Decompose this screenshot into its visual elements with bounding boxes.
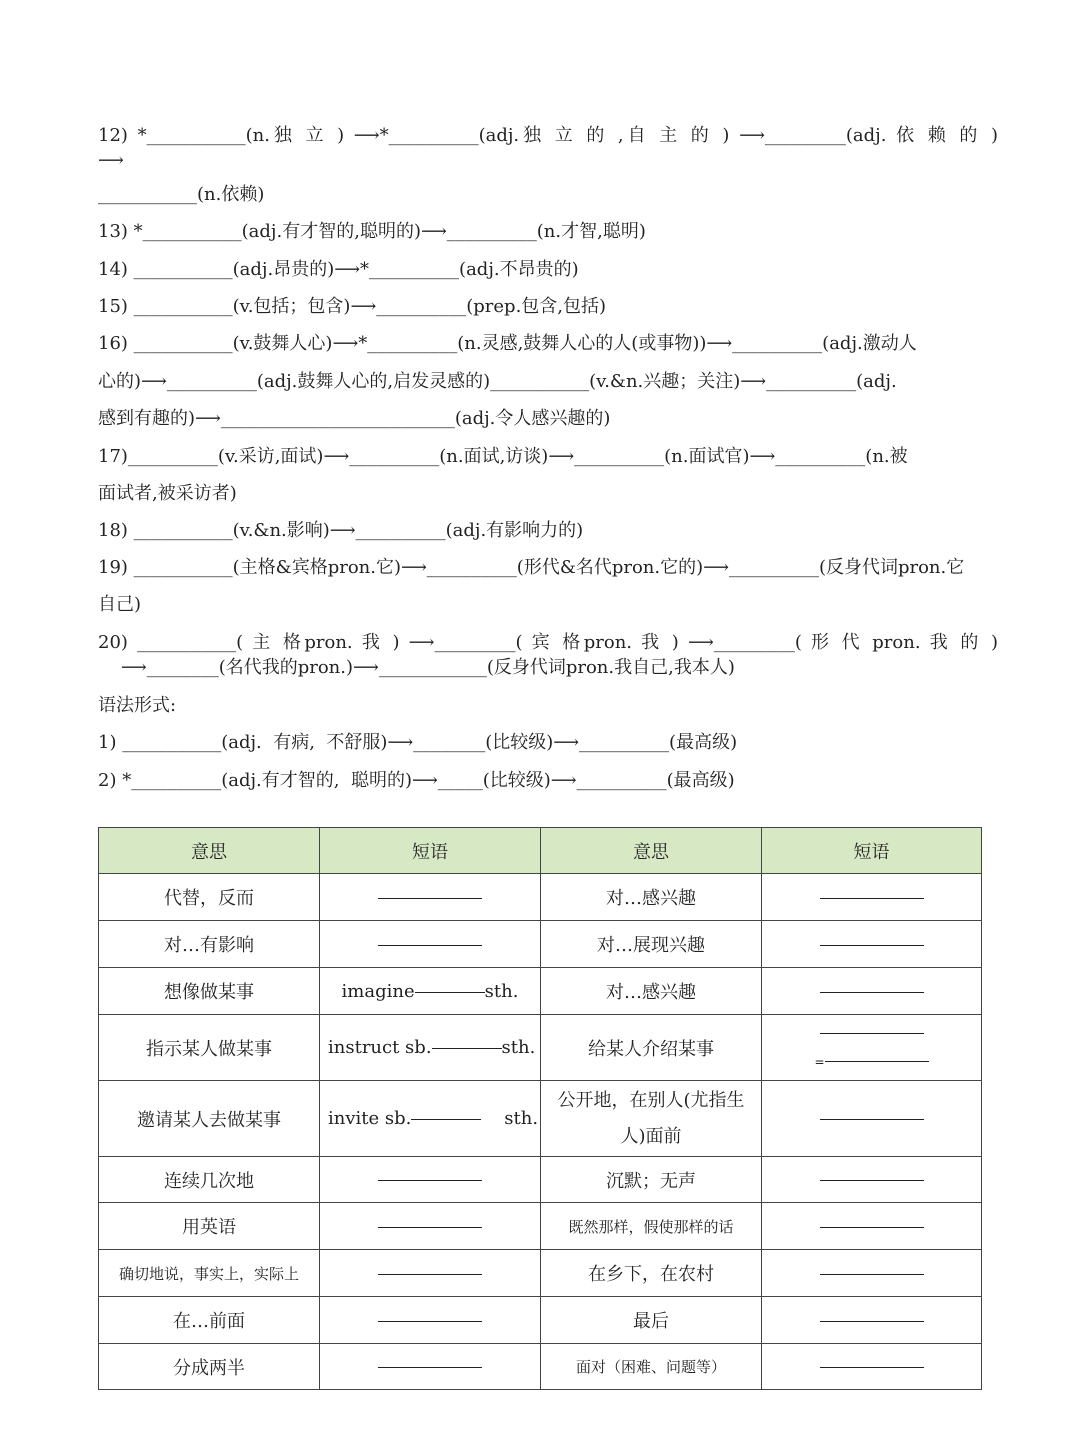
table-row xyxy=(99,1157,982,1203)
exercise-line: ⟶ xyxy=(98,150,124,171)
header-meaning-1: 意思 xyxy=(99,828,320,874)
answer-blank[interactable] xyxy=(378,1320,482,1322)
answer-blank[interactable] xyxy=(378,944,482,946)
exercise-line: 自己) xyxy=(98,594,142,615)
phrase-cell xyxy=(320,1015,541,1081)
exercise-line: 心的)⟶__________(adj.鼓舞人心的,启发灵感的)___________(v.&n.兴趣；关注)⟶__________(adj. xyxy=(98,371,897,392)
answer-blank[interactable] xyxy=(820,991,924,993)
table-row xyxy=(99,1344,982,1390)
meaning-cell: 在乡下，在农村 xyxy=(541,1250,762,1297)
exercise-line: 1) ___________(adj. 有病, 不舒服)⟶________(比较级)⟶__________(最高级) xyxy=(98,732,738,753)
meaning-cell: 邀请某人去做某事 xyxy=(99,1081,320,1157)
answer-blank[interactable] xyxy=(820,1320,924,1322)
phrase-suffix: sth. xyxy=(484,980,519,1002)
phrase-answer-cell xyxy=(762,968,982,1015)
table-header-row xyxy=(99,828,982,874)
answer-blank[interactable] xyxy=(820,944,924,946)
exercise-line: 18) ___________(v.&n.影响)⟶__________(adj.有影响力的) xyxy=(98,520,584,541)
equals-sign: = xyxy=(814,1055,825,1069)
phrase-cell xyxy=(320,1297,541,1344)
phrase-cell xyxy=(320,874,541,921)
phrase-cell xyxy=(320,1081,541,1157)
phrase-answer-cell xyxy=(762,921,982,968)
meaning-cell: 给某人介绍某事 xyxy=(541,1015,762,1081)
exercise-line: ⟶________(名代我的pron.)⟶____________(反身代词pron.我自己,我本人) xyxy=(98,657,735,678)
answer-blank[interactable] xyxy=(820,1226,924,1228)
exercise-line: 16) ___________(v.鼓舞人心)⟶*__________(n.灵感,鼓舞人心的人(或事物))⟶__________(adj.激动人 xyxy=(98,333,917,354)
exercise-line: 15) ___________(v.包括；包含)⟶__________(prep.包含,包括) xyxy=(98,296,607,317)
meaning-cell: 最后 xyxy=(541,1297,762,1344)
meaning-cell: 对…展现兴趣 xyxy=(541,921,762,968)
answer-blank[interactable] xyxy=(820,1032,924,1034)
phrase-answer-cell xyxy=(762,1081,982,1157)
table-row xyxy=(99,1015,982,1081)
exercise-line: 17)__________(v.采访,面试)⟶__________(n.面试,访谈)⟶__________(n.面试官)⟶__________(n.被 xyxy=(98,446,908,467)
exercise-line: 14) ___________(adj.昂贵的)⟶*__________(adj.不昂贵的) xyxy=(98,259,579,280)
exercise-line: 19) ___________(主格&宾格pron.它)⟶__________(形代&名代pron.它的)⟶__________(反身代词pron.它 xyxy=(98,557,965,578)
phrase-cell xyxy=(320,1344,541,1390)
answer-blank[interactable] xyxy=(378,1226,482,1228)
meaning-cell: 对…感兴趣 xyxy=(541,968,762,1015)
phrase-answer-cell xyxy=(762,1157,982,1203)
meaning-cell: 在…前面 xyxy=(99,1297,320,1344)
exercise-line: 12) *___________(n.独 立 ) ⟶*__________(adj.独 立 的 ,自 主 的 ) ⟶_________(adj. 依 赖 的 ) xyxy=(98,125,998,146)
phrase-cell xyxy=(320,968,541,1015)
meaning-cell: 分成两半 xyxy=(99,1344,320,1390)
phrase-table xyxy=(98,827,982,1390)
phrase-cell xyxy=(320,921,541,968)
answer-blank[interactable] xyxy=(820,1118,924,1120)
meaning-cell: 连续几次地 xyxy=(99,1157,320,1203)
header-phrase-2: 短语 xyxy=(762,828,982,874)
phrase-suffix: sth. xyxy=(501,1037,536,1058)
phrase-answer-cell xyxy=(762,874,982,921)
answer-blank[interactable] xyxy=(378,1273,482,1275)
answer-blank[interactable] xyxy=(825,1060,929,1062)
table-row xyxy=(99,1250,982,1297)
exercise-line: 13) *___________(adj.有才智的,聪明的)⟶__________(n.才智,聪明) xyxy=(98,221,646,242)
table-row xyxy=(99,968,982,1015)
answer-blank[interactable] xyxy=(378,1179,482,1181)
meaning-cell: 想像做某事 xyxy=(99,968,320,1015)
meaning-cell: 代替，反而 xyxy=(99,874,320,921)
phrase-prefix: instruct sb. xyxy=(328,1037,432,1058)
answer-blank[interactable] xyxy=(378,1366,482,1368)
meaning-cell: 对…有影响 xyxy=(99,921,320,968)
header-phrase-1: 短语 xyxy=(320,828,541,874)
meaning-cell: 用英语 xyxy=(99,1203,320,1250)
answer-blank[interactable] xyxy=(820,1273,924,1275)
phrase-answer-cell xyxy=(762,1203,982,1250)
meaning-cell: 对…感兴趣 xyxy=(541,874,762,921)
answer-blank[interactable] xyxy=(820,1366,924,1368)
phrase-cell xyxy=(320,1250,541,1297)
header-meaning-2: 意思 xyxy=(541,828,762,874)
answer-blank[interactable] xyxy=(820,1179,924,1181)
answer-blank[interactable] xyxy=(411,1118,481,1120)
answer-blank[interactable] xyxy=(820,897,924,899)
table-row xyxy=(99,921,982,968)
meaning-cell: 既然那样，假使那样的话 xyxy=(541,1203,762,1250)
meaning-cell: 面对（困难、问题等） xyxy=(541,1344,762,1390)
answer-blank[interactable] xyxy=(378,897,482,899)
table-row xyxy=(99,1203,982,1250)
exercise-line: 感到有趣的)⟶__________________________(adj.令人感兴趣的) xyxy=(98,408,611,429)
phrase-cell xyxy=(320,1203,541,1250)
phrase-cell xyxy=(320,1157,541,1203)
meaning-cell: 沉默；无声 xyxy=(541,1157,762,1203)
phrase-suffix: sth. xyxy=(504,1108,539,1129)
phrase-prefix: imagine xyxy=(341,980,415,1002)
phrase-answer-cell xyxy=(762,1015,982,1081)
table-row xyxy=(99,874,982,921)
phrase-answer-cell xyxy=(762,1250,982,1297)
exercise-line: 2) *__________(adj.有才智的, 聪明的)⟶_____(比较级)⟶__________(最高级) xyxy=(98,770,735,791)
exercise-line: ___________(n.依赖) xyxy=(98,184,265,205)
meaning-cell: 指示某人做某事 xyxy=(99,1015,320,1081)
exercise-line: 面试者,被采访者) xyxy=(98,483,237,504)
phrase-answer-cell xyxy=(762,1297,982,1344)
answer-blank[interactable] xyxy=(415,991,485,993)
phrase-prefix: invite sb. xyxy=(328,1108,412,1129)
exercise-line: 语法形式: xyxy=(98,695,177,716)
meaning-cell: 确切地说，事实上，实际上 xyxy=(99,1250,320,1297)
answer-blank[interactable] xyxy=(432,1047,502,1049)
exercise-line: 20) ___________( 主 格pron. 我 ) ⟶_________( 宾 格pron. 我 ) ⟶_________( 形 代 pron. 我 的 ) xyxy=(98,632,998,653)
table-row xyxy=(99,1081,982,1157)
meaning-cell: 公开地，在别人(尤指生人)面前 xyxy=(541,1081,762,1157)
table-row xyxy=(99,1297,982,1344)
phrase-answer-cell xyxy=(762,1344,982,1390)
